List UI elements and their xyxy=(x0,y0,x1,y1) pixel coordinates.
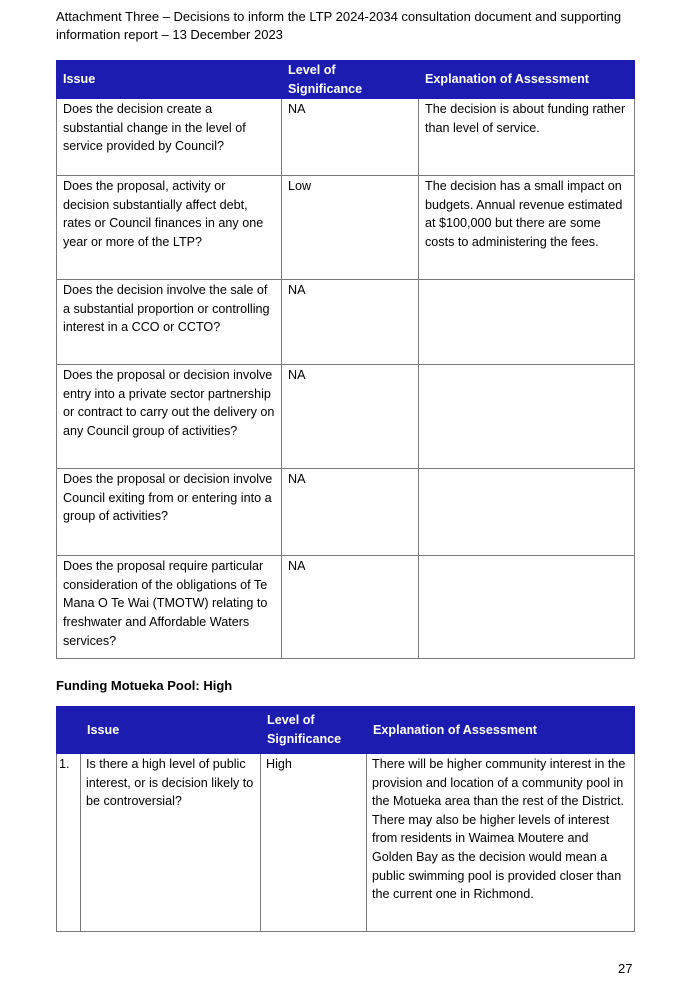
level-cell: NA xyxy=(282,556,419,659)
issue-cell: Does the proposal or decision involve Council exiting from or entering into a group of activities? xyxy=(57,469,282,556)
column-header-explanation: Explanation of Assessment xyxy=(419,61,635,99)
explanation-cell xyxy=(419,280,635,365)
table-row xyxy=(57,176,635,280)
level-cell: Low xyxy=(282,176,419,280)
explanation-cell: There will be higher community interest in the provision and location of a community pool in the Motueka area than the rest of the District. There may also be higher levels of interest from residents in Waimea Moutere and Golden Bay as the decision would mean a public swimming pool is provided closer than the current one in Richmond. xyxy=(367,754,635,932)
significance-table xyxy=(56,60,635,659)
header-line-2: information report – 13 December 2023 xyxy=(56,27,283,42)
header-line-1: Attachment Three – Decisions to inform the LTP 2024-2034 consultation document and supporting xyxy=(56,9,622,24)
explanation-cell xyxy=(419,469,635,556)
document-header xyxy=(56,8,646,44)
column-header-level: Level of Significance xyxy=(282,61,419,99)
table-row xyxy=(57,754,635,932)
column-header-number xyxy=(57,707,81,754)
table-row xyxy=(57,365,635,469)
table-header-row xyxy=(57,707,635,754)
level-cell: NA xyxy=(282,99,419,176)
row-number-cell: 1. xyxy=(57,754,81,932)
table-row xyxy=(57,280,635,365)
section-title: Funding Motueka Pool: High xyxy=(56,678,233,693)
page-number: 27 xyxy=(618,961,633,976)
level-cell: NA xyxy=(282,469,419,556)
issue-cell: Does the decision create a substantial change in the level of service provided by Council? xyxy=(57,99,282,176)
level-cell: NA xyxy=(282,365,419,469)
explanation-cell xyxy=(419,556,635,659)
table-row xyxy=(57,99,635,176)
issue-cell: Does the proposal or decision involve entry into a private sector partnership or contract to carry out the delivery on any Council group of activities? xyxy=(57,365,282,469)
level-cell: High xyxy=(261,754,367,932)
issue-cell: Does the decision involve the sale of a substantial proportion or controlling interest in a CCO or CCTO? xyxy=(57,280,282,365)
issue-cell: Does the proposal, activity or decision substantially affect debt, rates or Council finances in any one year or more of the LTP? xyxy=(57,176,282,280)
issue-cell: Is there a high level of public interest, or is decision likely to be controversial? xyxy=(81,754,261,932)
explanation-cell: The decision has a small impact on budgets. Annual revenue estimated at $100,000 but there are some costs to administering the fees. xyxy=(419,176,635,280)
issue-cell: Does the proposal require particular consideration of the obligations of Te Mana O Te Wai (TMOTW) relating to freshwater and Affordable Waters services? xyxy=(57,556,282,659)
table-row xyxy=(57,469,635,556)
motueka-pool-table xyxy=(56,706,635,932)
level-cell: NA xyxy=(282,280,419,365)
column-header-issue: Issue xyxy=(81,707,261,754)
explanation-cell xyxy=(419,365,635,469)
explanation-cell: The decision is about funding rather than level of service. xyxy=(419,99,635,176)
table-row xyxy=(57,556,635,659)
column-header-issue: Issue xyxy=(57,61,282,99)
table-header-row xyxy=(57,61,635,99)
column-header-explanation: Explanation of Assessment xyxy=(367,707,635,754)
column-header-level: Level of Significance xyxy=(261,707,367,754)
